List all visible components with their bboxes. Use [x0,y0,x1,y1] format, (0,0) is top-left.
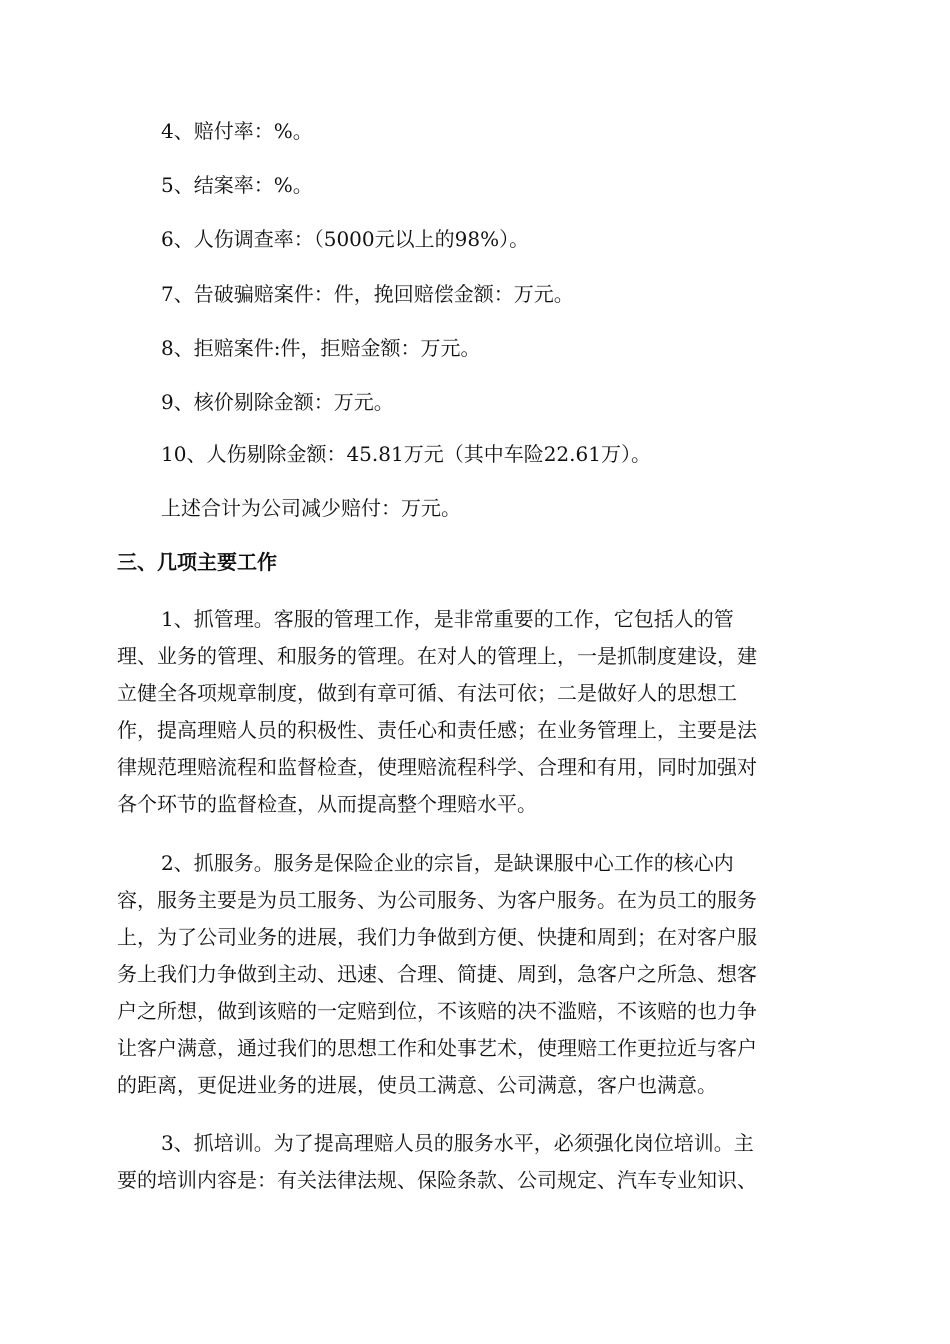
paragraph-service [117,845,833,1104]
paragraph-line: 3、抓培训。为了提高理赔人员的服务水平，必须强化岗位培训。主 [161,1131,754,1155]
paragraph-line: 2、抓服务。服务是保险企业的宗旨，是缺课服中心工作的核心内 [161,851,734,875]
paragraph-line: 让客户满意，通过我们的思想工作和处事艺术，使理赔工作更拉近与客户 [117,1036,757,1060]
paragraph-line: 容，服务主要是为员工服务、为公司服务、为客户服务。在为员工的服务 [117,888,757,912]
list-item-fraud-cases: 7、告破骗赔案件：件，挽回赔偿金额：万元。 [161,282,574,306]
paragraph-line: 1、抓管理。客服的管理工作，是非常重要的工作，它包括人的管 [161,607,734,631]
paragraph-line: 户之所想，做到该赔的一定赔到位，不该赔的决不滥赔，不该赔的也力争 [117,999,757,1023]
paragraph-line: 务上我们力争做到主动、迅速、合理、简捷、周到，急客户之所急、想客 [117,962,757,986]
paragraph-line: 立健全各项规章制度，做到有章可循、有法可依；二是做好人的思想工 [117,681,737,705]
list-item-injury-deduction: 10、人伤剔除金额：45.81万元（其中车险22.61万）。 [161,442,651,466]
paragraph-line: 上，为了公司业务的进展，我们力争做到方便、快捷和周到；在对客户服 [117,925,757,949]
paragraph-line: 要的培训内容是：有关法律法规、保险条款、公司规定、汽车专业知识、 [117,1168,757,1192]
list-item-rejected-claims: 8、拒赔案件:件，拒赔金额：万元。 [161,336,481,360]
list-item-payout-rate: 4、赔付率：%。 [161,119,313,143]
paragraph-line: 理、业务的管理、和服务的管理。在对人的管理上，一是抓制度建设，建 [117,644,757,668]
paragraph-line: 的距离，更促进业务的进展，使员工满意、公司满意，客户也满意。 [117,1073,717,1097]
paragraph-line: 各个环节的监督检查，从而提高整个理赔水平。 [117,792,537,816]
paragraph-line: 作，提高理赔人员的积极性、责任心和责任感；在业务管理上，主要是法 [117,718,757,742]
section-heading: 三、几项主要工作 [117,550,277,574]
list-item-price-check-deduction: 9、核价剔除金额：万元。 [161,390,394,414]
list-item-injury-investigation-rate: 6、人伤调查率：（5000元以上的98%）。 [161,227,530,251]
paragraph-management [117,601,833,823]
paragraph-line: 律规范理赔流程和监督检查，使理赔流程科学、合理和有用，同时加强对 [117,755,757,779]
summary-line: 上述合计为公司减少赔付：万元。 [161,496,461,520]
paragraph-training [117,1125,833,1199]
list-item-closing-rate: 5、结案率：%。 [161,173,313,197]
